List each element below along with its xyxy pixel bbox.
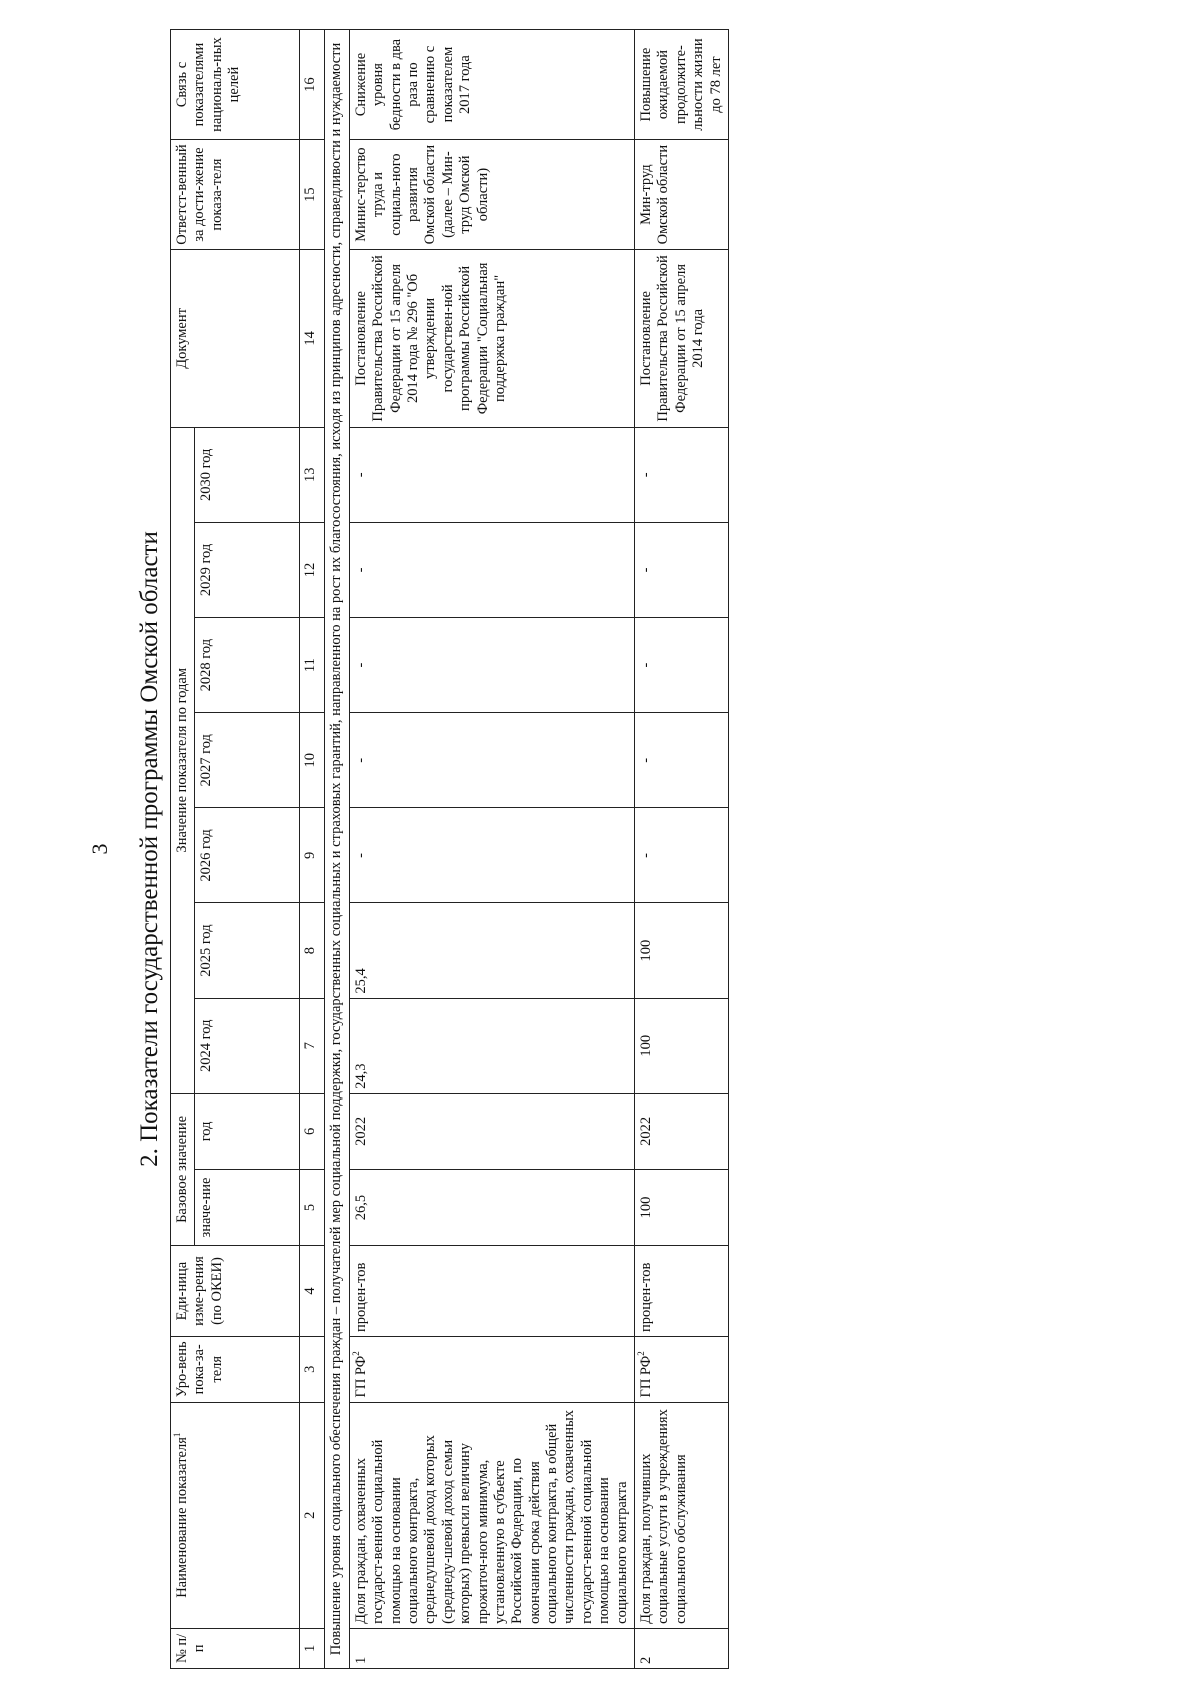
year-value: -	[349, 808, 634, 903]
year-value: -	[635, 618, 729, 713]
column-number: 3	[300, 1337, 325, 1403]
column-number: 4	[300, 1246, 325, 1337]
header-base-value: значе-ние	[195, 1169, 300, 1245]
year-value: -	[349, 427, 634, 522]
header-year: 2029 год	[195, 522, 300, 617]
row-no: 1	[349, 1628, 634, 1668]
page-title: 2. Показатели государственной программы Омской области	[136, 531, 163, 1167]
column-number: 11	[300, 618, 325, 713]
table-row	[349, 30, 634, 1669]
indicator-name: Доля граждан, получивших социальные услуги в учреждениях социального обслуживания	[635, 1402, 729, 1628]
column-number: 13	[300, 427, 325, 522]
responsible: Минис-терство труда и социаль-ного развития Омской области (далее – Мин-труд Омской области)	[349, 140, 634, 250]
indicator-level: ГП $РФ^2$	[635, 1337, 729, 1403]
year-value: -	[349, 713, 634, 808]
column-numbers-row	[300, 30, 325, 1669]
header-year: 2024 год	[195, 998, 300, 1093]
header-base: Базовое значение	[171, 1093, 195, 1245]
unit: процен-тов	[635, 1246, 729, 1337]
responsible: Мин-труд Омской области	[635, 140, 729, 250]
table-row	[635, 30, 729, 1669]
header-name: Наименование показателя$^1$	[171, 1402, 300, 1628]
base-value: 26,5	[349, 1169, 634, 1245]
base-year: 2022	[349, 1093, 634, 1169]
indicators-table	[170, 29, 729, 1669]
year-value: -	[635, 713, 729, 808]
year-value: 24,3	[349, 998, 634, 1093]
header-year: 2028 год	[195, 618, 300, 713]
column-number: 2	[300, 1402, 325, 1628]
column-number: 6	[300, 1093, 325, 1169]
indicator-level: ГП $РФ^2$	[349, 1337, 634, 1403]
base-value: 100	[635, 1169, 729, 1245]
column-number: 14	[300, 250, 325, 428]
column-number: 7	[300, 998, 325, 1093]
header-year: 2027 год	[195, 713, 300, 808]
year-value: 25,4	[349, 903, 634, 998]
year-value: -	[635, 427, 729, 522]
header-values: Значение показателя по годам	[171, 427, 195, 1093]
column-number: 9	[300, 808, 325, 903]
column-number: 15	[300, 140, 325, 250]
column-number: 8	[300, 903, 325, 998]
header-row-1	[171, 30, 195, 1669]
column-number: 12	[300, 522, 325, 617]
header-year: 2030 год	[195, 427, 300, 522]
base-year: 2022	[635, 1093, 729, 1169]
indicators-table-sheet	[170, 29, 1180, 1669]
header-document: Документ	[171, 250, 300, 428]
year-value: -	[635, 522, 729, 617]
column-number: 10	[300, 713, 325, 808]
section-row	[325, 30, 349, 1669]
document: Постановление Правительства Российской Федерации от 15 апреля 2014 года	[635, 250, 729, 428]
row-no: 2	[635, 1628, 729, 1668]
national-goal-link: Снижение уровня бедности в два раза по сравнению с показателем 2017 года	[349, 30, 634, 140]
header-unit: Еди-ница изме-рения (по ОКЕИ)	[171, 1246, 300, 1337]
year-value: -	[635, 808, 729, 903]
document: Постановление Правительства Российской Федерации от 15 апреля 2014 года № 296 "Об утверждении государствен-ной программы Российской Федерации "Социальная поддержка граждан"	[349, 250, 634, 428]
year-value: 100	[635, 998, 729, 1093]
header-base-year: год	[195, 1093, 300, 1169]
column-number: 5	[300, 1169, 325, 1245]
header-responsible: Ответст-венный за дости-жение показа-теля	[171, 140, 300, 250]
year-value: -	[349, 618, 634, 713]
header-link: Связь с показателями националь-ных целей	[171, 30, 300, 140]
column-number: 16	[300, 30, 325, 140]
section-title: Повышение уровня социального обеспечения граждан – получателей мер социальной поддержки, государственных социальных и страховых гарантий, направленного на рост их благосостояния, исходя из принципов адресности, справедливости и нуждаемости	[325, 30, 349, 1669]
header-level: Уро-вень пока-за-теля	[171, 1337, 300, 1403]
header-no: № п/п	[171, 1628, 300, 1668]
unit: процен-тов	[349, 1246, 634, 1337]
national-goal-link: Повышение ожидаемой продолжите-льности жизни до 78 лет	[635, 30, 729, 140]
year-value: -	[349, 522, 634, 617]
header-year: 2025 год	[195, 903, 300, 998]
header-year: 2026 год	[195, 808, 300, 903]
column-number: 1	[300, 1628, 325, 1668]
year-value: 100	[635, 903, 729, 998]
page-number: 3	[87, 843, 112, 855]
indicator-name: Доля граждан, охваченных государст-венной социальной помощью на основании социального контракта, среднедушевой доход которых (среднеду-шевой доход семьи которых) превысил величину прожиточ-ного минимума, установленную в субъекте Российской Федерации, по окончании срока действия социального контракта, в общей численности граждан, охваченных государст-венной социальной помощью на основании социального контракта	[349, 1402, 634, 1628]
